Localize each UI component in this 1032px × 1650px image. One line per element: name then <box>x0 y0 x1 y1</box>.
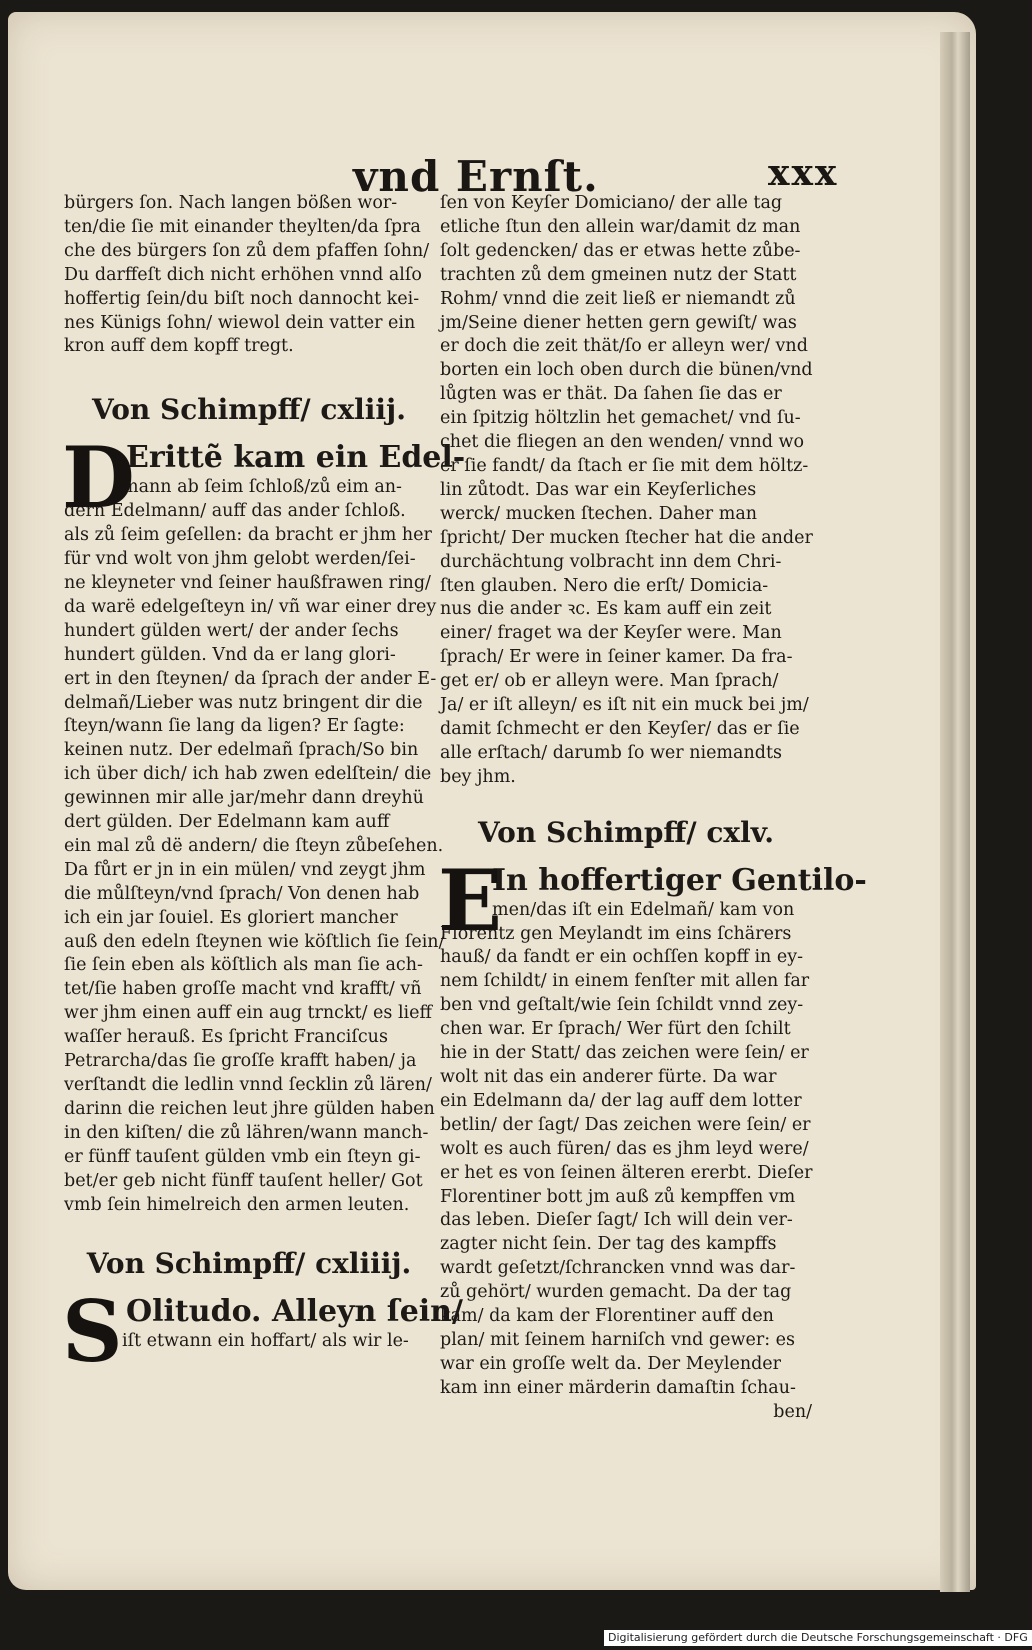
right-paragraph-1 <box>440 192 812 790</box>
text-line: kam/ da kam der Florentiner auff den <box>440 1306 774 1327</box>
text-line: damit ſchmecht er den Keyſer/ das er ſie <box>440 718 800 739</box>
text-line: Du darffeſt dich nicht erhöhen vnnd alſo <box>64 264 422 285</box>
text-line: tet/ſie haben groſſe macht vnd krafft/ vñ <box>64 979 422 1000</box>
text-line: war ein groſſe welt da. Der Meylender <box>440 1353 782 1374</box>
text-line: er het es von ſeinen älteren ererbt. Dieſer <box>440 1162 813 1183</box>
text-line: lůgten was er thät. Da ſahen ſie das er <box>440 384 782 405</box>
folio-number: xxx <box>768 152 839 194</box>
text-line: ſen von Keyſer Domiciano/ der alle tag <box>440 193 783 213</box>
text-line: get er/ ob er alleyn were. Man ſprach/ <box>440 671 779 692</box>
first-line: Olitudo. Alleyn ſein/ <box>126 1294 463 1330</box>
text-line: ten/die ſie mit einander theylten/da ſpra <box>64 216 421 237</box>
section-heading: Von Schimpff/ cxliij. <box>92 393 406 427</box>
text-line: verſtandt die ledlin vnnd ſecklin zů lären/ <box>64 1075 432 1095</box>
text-line: als zů ſeim geſellen: da bracht er jhm her <box>64 525 432 546</box>
text-line: etliche ſtun den allein war/damit dz man <box>440 216 801 237</box>
text-line: zagter nicht ſein. Der tag des kampffs <box>440 1234 777 1255</box>
text-line: hie in der Statt/ das zeichen were ſein/ er <box>440 1043 809 1064</box>
text-line: in den kiſten/ die zů lähren/wann manch- <box>64 1122 429 1143</box>
text-line: für vnd wolt von jhm gelobt werden/ſei- <box>64 549 416 570</box>
right-paragraph-2 <box>438 850 867 1425</box>
text-line: darinn die reichen leut jhre gülden haben <box>64 1098 435 1119</box>
text-line: ich über dich/ ich hab zwen edelſtein/ die <box>64 764 432 785</box>
text-line: ſprach/ Er were in ſeiner kamer. Da fra- <box>440 647 793 668</box>
first-line: In hoffertiger Gentilo- <box>492 862 867 898</box>
text-line: kam inn einer märderin damaſtin ſchau- <box>440 1377 796 1398</box>
text-line: hundert gülden. Vnd da er lang glori- <box>64 644 396 665</box>
text-line: alle erſtach/ darumb ſo wer niemandts <box>440 742 782 763</box>
digitization-credit: Digitalisierung gefördert durch die Deutsche Forschungsgemeinschaft · DFG <box>604 1630 1032 1646</box>
text-line: Ja/ er iſt alleyn/ es iſt nit ein muck bei jm/ <box>440 695 809 716</box>
text-line: lin zůtodt. Das war ein Keyſerliches <box>440 479 757 500</box>
text-line: wolt nit das ein anderer fürte. Da war <box>440 1067 777 1087</box>
text-line: wardt geſetzt/ſchrancken vnnd was dar- <box>440 1258 796 1279</box>
text-line: betlin/ der ſagt/ Das zeichen were ſein/ er <box>440 1114 811 1135</box>
text-line: durchächtung volbracht inn dem Chri- <box>440 551 782 572</box>
text-line: chen war. Er ſprach/ Wer fürt den ſchilt <box>440 1019 791 1040</box>
text-line: wolt es auch füren/ das es jhm leyd were/ <box>440 1138 809 1159</box>
text-line: jm/Seine diener hetten gern gewiſt/ was <box>440 312 797 333</box>
text-line: nes Künigs ſohn/ wiewol dein vatter ein <box>64 312 416 333</box>
section-heading: Von Schimpff/ cxliiij. <box>86 1247 412 1281</box>
section-heading: Von Schimpff/ cxlv. <box>478 815 774 849</box>
text-line: Petrarcha/das ſie groſſe krafft haben/ ja <box>64 1051 417 1072</box>
text-line: ein mal zů dë andern/ die ſteyn zůbeſehen. <box>64 835 444 856</box>
book-page <box>8 12 976 1590</box>
left-paragraph-3 <box>62 1282 463 1382</box>
left-paragraph-2 <box>62 428 466 1217</box>
text-line: Rohm/ vnnd die zeit ließ er niemandt zů <box>440 288 796 309</box>
text-line: werck/ mucken ſtechen. Daher man <box>440 503 758 524</box>
drop-initial: S <box>62 1282 123 1382</box>
text-line: nus die ander ꝛc. Es kam auff ein zeit <box>440 599 772 620</box>
text-line: Florentiner bott jm auß zů kempffen vm <box>440 1186 796 1207</box>
drop-initial: E <box>438 850 503 950</box>
text-line: chet die fliegen an den wenden/ vnnd wo <box>440 432 805 453</box>
text-line: hoffertig ſein/du biſt noch dannocht kei- <box>64 288 420 309</box>
text-line: bet/er geb nicht fünff tauſent heller/ Got <box>64 1170 423 1191</box>
text-line: auß den edeln ſteynen wie köſtlich ſie ſein/ <box>64 931 445 952</box>
text-line: gewinnen mir alle jar/mehr dann dreyhü <box>64 788 424 809</box>
text-line: Da fůrt er jn in ein mülen/ vnd zeygt jhm <box>64 859 426 880</box>
text-line: da warë edelgeſteyn in/ vñ war einer drey <box>64 596 437 617</box>
first-line: Erittẽ kam ein Edel- <box>126 440 466 476</box>
text-line: ein Edelmann da/ der lag auff dem lotter <box>440 1090 802 1111</box>
text-line: mann ab ſeim ſchloß/zů eim an- <box>122 477 402 498</box>
text-line: plan/ mit ſeinem harniſch vnd gewer: es <box>440 1329 795 1350</box>
text-line: vmb ſein himelreich den armen leuten. <box>64 1194 410 1215</box>
text-line: ſpricht/ Der mucken ſtecher hat die ander <box>440 527 813 548</box>
text-line: ſteyn/wann ſie lang da ligen? Er ſagte: <box>64 716 405 737</box>
drop-initial: D <box>62 428 135 528</box>
text-line: die můlſteyn/vnd ſprach/ Von denen hab <box>64 883 420 904</box>
text-line: bürgers ſon. Nach langen bößen wor- <box>64 193 398 213</box>
text-line: waſſer herauß. Es ſpricht Franciſcus <box>64 1027 388 1048</box>
page-edge <box>940 32 970 1592</box>
text-line: ne kleyneter vnd ſeiner haußfrawen ring/ <box>64 572 431 593</box>
text-line: er doch die zeit thät/ſo er alleyn wer/ vnd <box>440 336 808 357</box>
text-line: er ſie fandt/ da ſtach er ſie mit dem höltz- <box>440 455 809 476</box>
text-line: iſt etwann ein hoffart/ als wir le- <box>122 1331 409 1352</box>
text-line: Florentz gen Meylandt im eins ſchärers <box>440 923 792 944</box>
text-line: ert in den ſteynen/ da ſprach der ander E- <box>64 668 437 689</box>
text-line: ein ſpitzig höltzlin het gemachet/ vnd ſu- <box>440 408 801 429</box>
text-line: hundert gülden wert/ der ander ſechs <box>64 620 399 641</box>
left-column <box>62 192 466 1382</box>
text-line: dern Edelmann/ auff das ander ſchloß. <box>64 501 406 522</box>
text-line: zů gehört/ wurden gemacht. Da der tag <box>440 1282 792 1303</box>
text-line: er fünff tauſent gülden vmb ein ſteyn gi- <box>64 1146 421 1167</box>
text-line: ich ein jar ſouiel. Es gloriert mancher <box>64 907 398 928</box>
text-line: dert gülden. Der Edelmann kam auff <box>64 812 390 833</box>
text-line: trachten zů dem gmeinen nutz der Statt <box>440 264 797 285</box>
text-line: borten ein loch oben durch die bünen/vnd <box>440 360 813 381</box>
text-line: hauß/ da fandt er ein ochſſen kopff in ey- <box>440 947 804 968</box>
text-line: bey jhm. <box>440 766 516 787</box>
text-line: wer jhm einen auff ein aug trnckt/ es lieff <box>64 1003 432 1024</box>
text-line: che des bürgers ſon zů dem pfaffen ſohn/ <box>64 240 430 261</box>
text-line: einer/ fraget wa der Keyſer were. Man <box>440 623 782 644</box>
text-line: das leben. Dieſer ſagt/ Ich will dein ver- <box>440 1210 793 1231</box>
text-line: keinen nutz. Der edelmañ ſprach/So bin <box>64 740 419 761</box>
text-line: men/das iſt ein Edelmañ/ kam von <box>492 899 795 920</box>
text-line: ſie ſein eben als köſtlich als man ſie ach- <box>64 955 423 976</box>
right-column <box>438 192 867 1425</box>
text-line: ben vnd geſtalt/wie ſein ſchildt vnnd zey- <box>440 995 804 1016</box>
text-line: kron auff dem kopff tregt. <box>64 336 294 357</box>
text-line: ben/ <box>773 1401 812 1422</box>
text-line: ſten glauben. Nero die erſt/ Domicia- <box>440 575 769 596</box>
text-line: delmañ/Lieber was nutz bringent dir die <box>64 692 423 713</box>
text-line: nem ſchildt/ in einem fenſter mit allen far <box>440 971 810 992</box>
left-paragraph-1 <box>64 192 434 359</box>
text-line: ſolt gedencken/ das er etwas hette zůbe- <box>440 240 801 261</box>
running-title: vnd Ernſt. <box>353 152 599 201</box>
